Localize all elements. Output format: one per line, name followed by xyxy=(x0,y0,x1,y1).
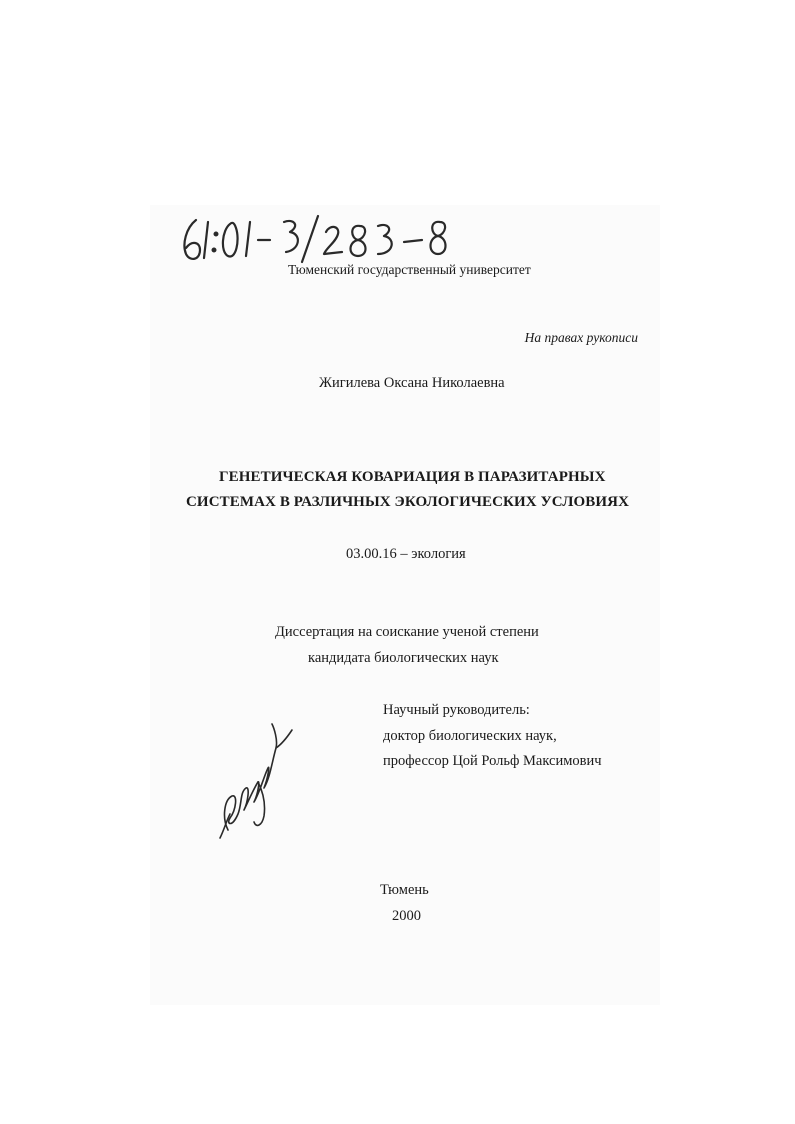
supervisor-name: профессор Цой Рольф Максимович xyxy=(383,753,602,769)
university-name: Тюменский государственный университет xyxy=(288,262,531,277)
manuscript-rights-note: На правах рукописи xyxy=(524,330,638,345)
author-signature xyxy=(212,718,302,848)
title-line-1: ГЕНЕТИЧЕСКАЯ КОВАРИАЦИЯ В ПАРАЗИТАРНЫХ xyxy=(219,469,606,485)
degree-line-2: кандидата биологических наук xyxy=(308,650,499,666)
degree-line-1: Диссертация на соискание ученой степени xyxy=(275,624,539,640)
handwritten-shelfmark xyxy=(178,210,468,266)
author-name: Жигилева Оксана Николаевна xyxy=(319,375,505,391)
supervisor-label: Научный руководитель: xyxy=(383,702,530,718)
year: 2000 xyxy=(392,908,421,924)
title-line-2: СИСТЕМАХ В РАЗЛИЧНЫХ ЭКОЛОГИЧЕСКИХ УСЛОВИЯХ xyxy=(186,494,630,510)
city: Тюмень xyxy=(380,882,429,898)
supervisor-degree: доктор биологических наук, xyxy=(383,728,557,744)
specialty-code: 03.00.16 – экология xyxy=(346,546,466,562)
